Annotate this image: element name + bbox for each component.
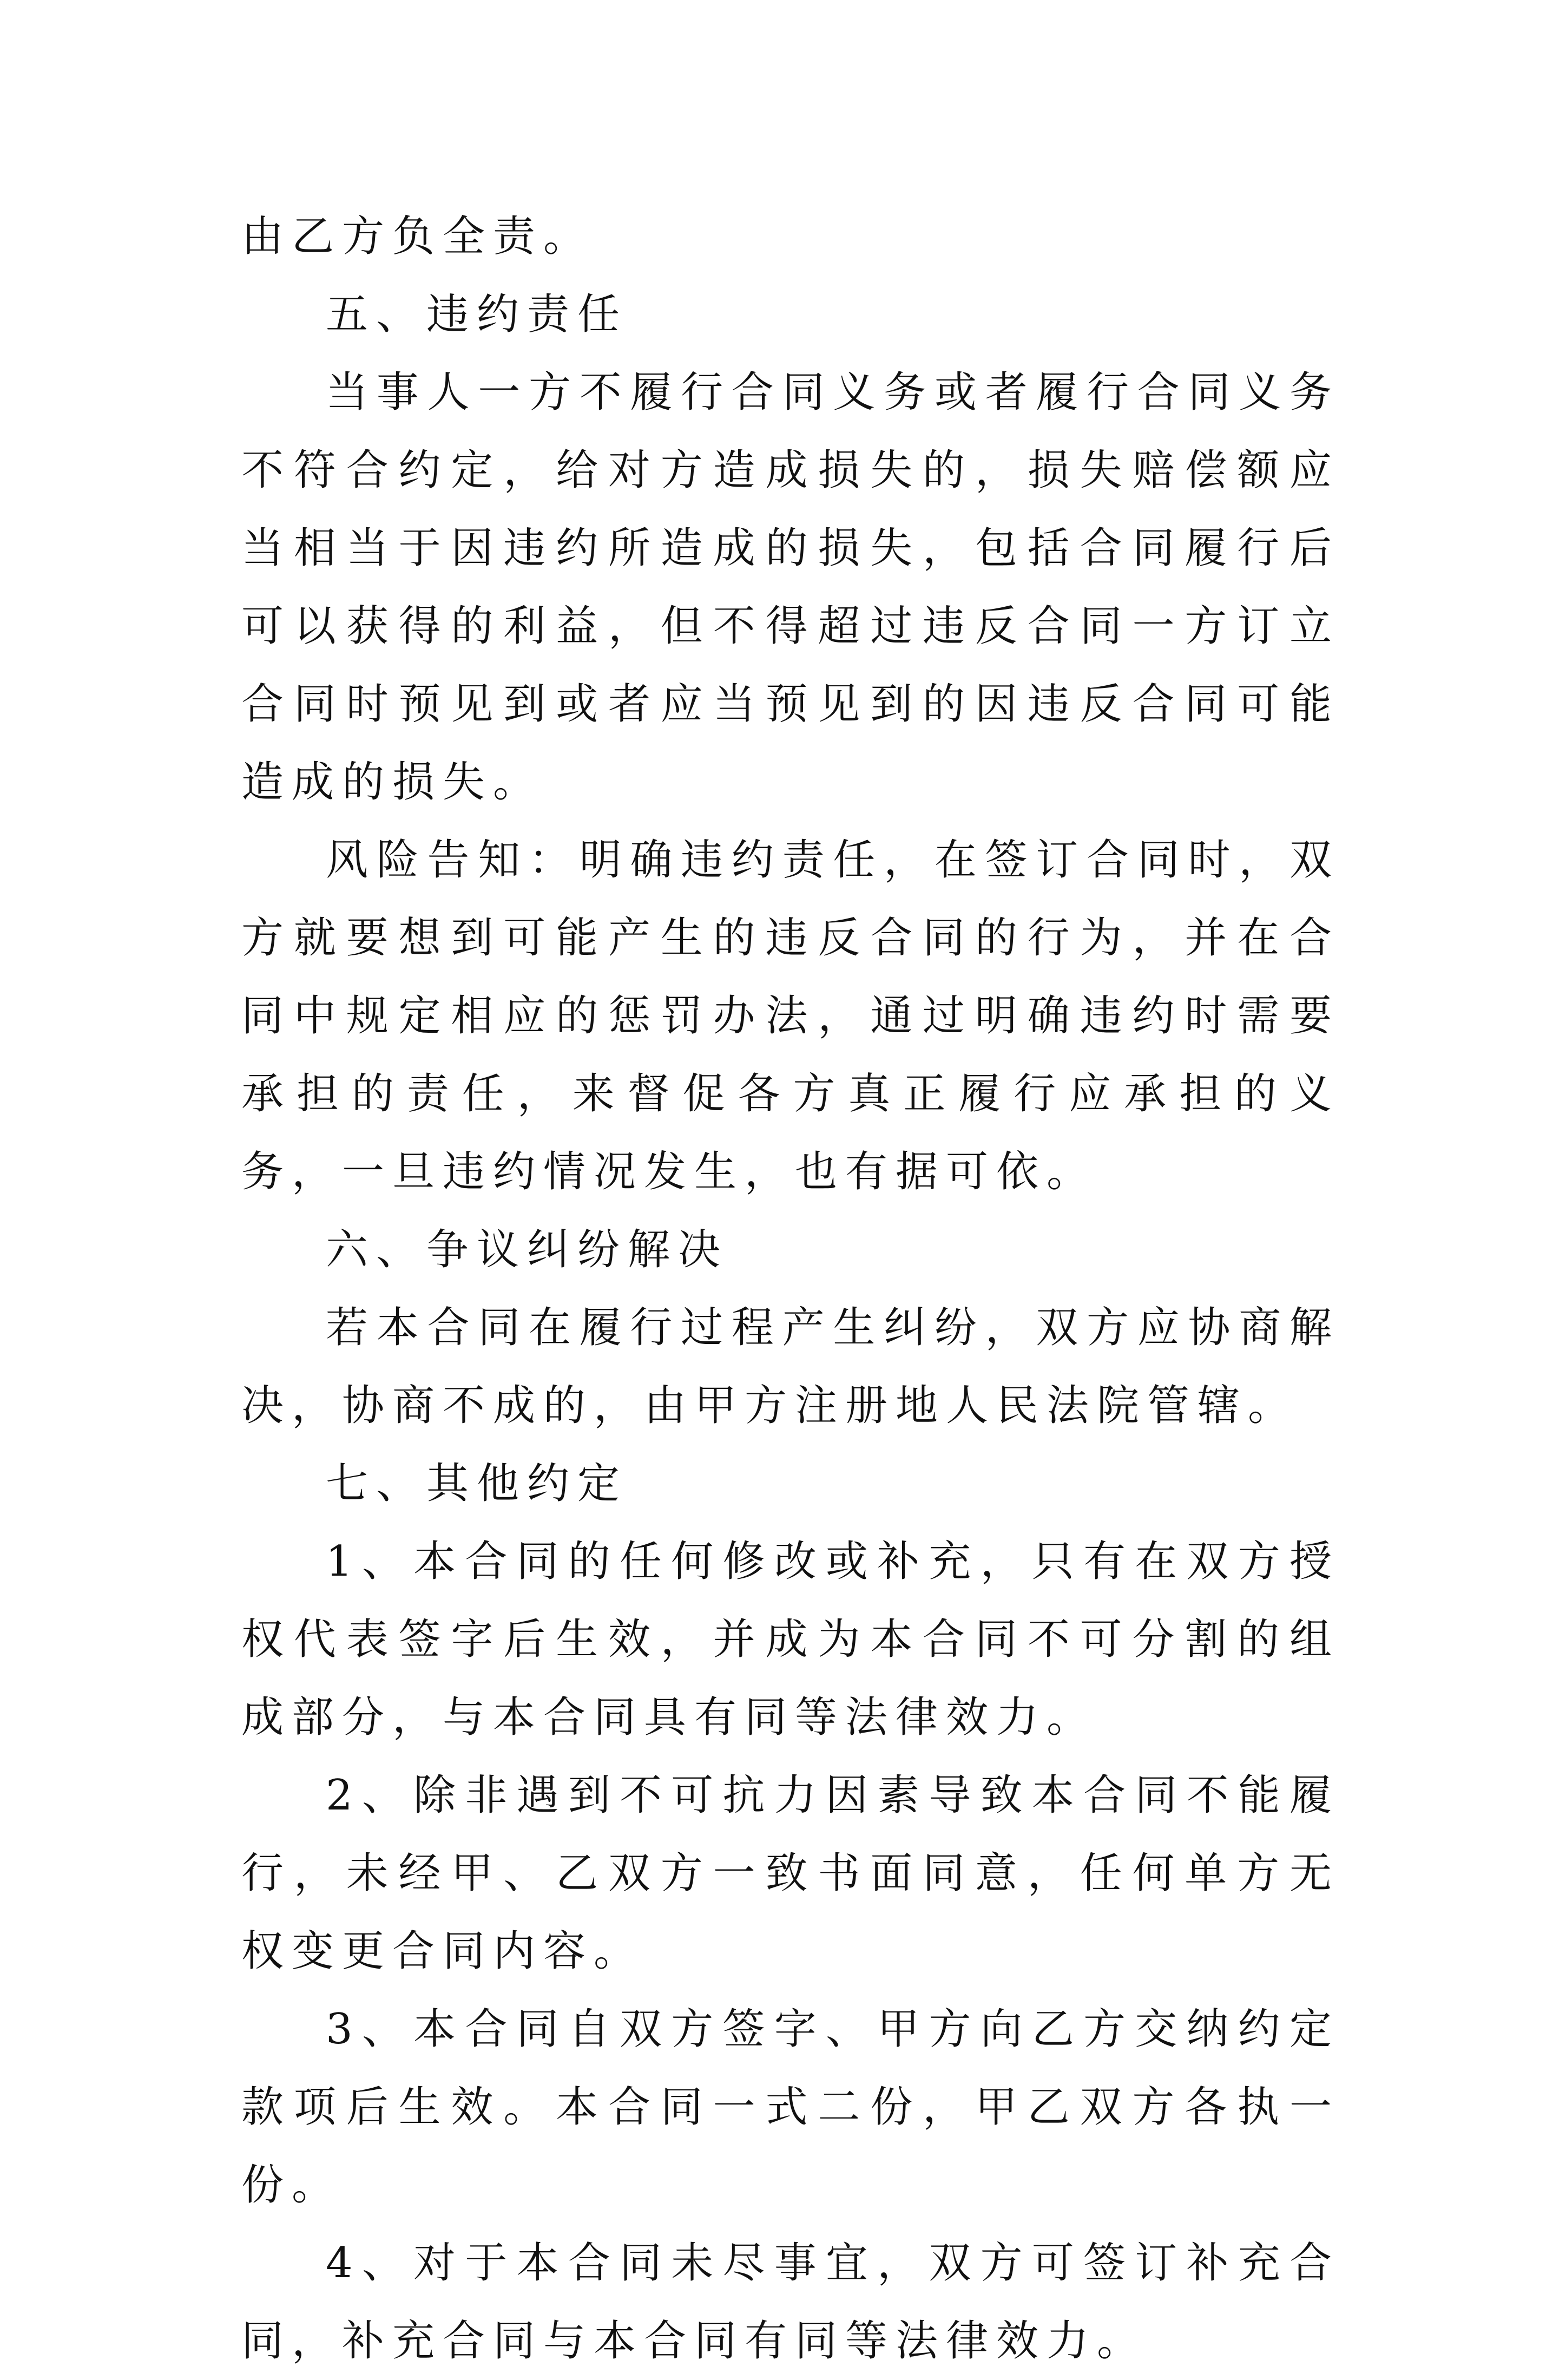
paragraph-clause-3: 3、本合同自双方签字、甲方向乙方交纳约定款项后生效。本合同一式二份，甲乙双方各执一份。 xyxy=(241,2005,1340,2209)
section-heading-dispute-resolution: 六、争议纠纷解决 xyxy=(326,1225,729,1274)
paragraph-breach-liability: 当事人一方不履行合同义务或者履行合同义务不符合约定，给对方造成损失的，损失赔偿额应当相当于因违约所造成的损失，包括合同履行后可以获得的利益，但不得超过违反合同一方订立合同时预见到或者应当预见到的因违反合同可能造成的损失。 xyxy=(241,368,1340,807)
paragraph-clause-4: 4、对于本合同未尽事宜，双方可签订补充合同，补充合同与本合同有同等法律效力。 xyxy=(241,2239,1340,2365)
section-heading-other-agreements: 七、其他约定 xyxy=(326,1459,628,1508)
section-heading-breach-liability: 五、违约责任 xyxy=(326,290,628,339)
paragraph-clause-2: 2、除非遇到不可抗力因素导致本合同不能履行，未经甲、乙双方一致书面同意，任何单方无权变更合同内容。 xyxy=(241,1771,1340,1976)
paragraph-dispute-resolution: 若本合同在履行过程产生纠纷，双方应协商解决，协商不成的，由甲方注册地人民法院管辖。 xyxy=(241,1303,1340,1430)
document-body xyxy=(241,198,1340,2380)
paragraph-risk-notice: 风险告知：明确违约责任，在签订合同时，双方就要想到可能产生的违反合同的行为，并在合同中规定相应的惩罚办法，通过明确违约时需要承担的责任，来督促各方真正履行应承担的义务，一旦违约情况发生，也有据可依。 xyxy=(241,836,1340,1196)
paragraph-clause-1: 1、本合同的任何修改或补充，只有在双方授权代表签字后生效，并成为本合同不可分割的组成部分，与本合同具有同等法律效力。 xyxy=(241,1537,1340,1742)
paragraph-continuation: 由乙方负全责。 xyxy=(241,212,594,261)
